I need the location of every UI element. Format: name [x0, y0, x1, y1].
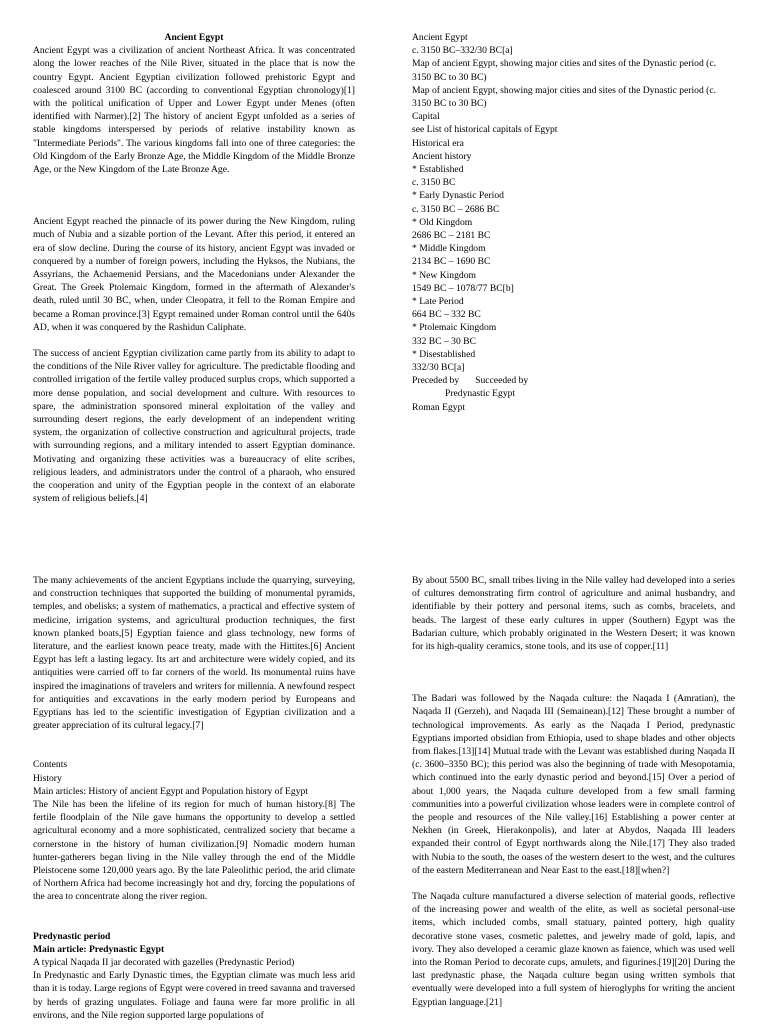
- success-paragraph: The success of ancient Egyptian civilization came partly from its ability to adapt to the conditions of the Nile River valley for agriculture. The predictable flooding and controlled irrigation of the fertile valley produced surplus crops, which supported a more dense population, and social development and culture. With resources to spare, the administration sponsored mineral exploitation of the valley and surrounding desert regions, the early development of an independent writing system, the organization of collective construction and agricultural projects, trade with surrounding regions, and a military intended to assert Egyptian dominance. Motivating and organizing these activities was a bureaucracy of elite scribes, religious leaders, and administrators under the control of a pharaoh, who ensured the cooperation and unity of the Egyptian people in the context of an elaborate system of religious beliefs.[4]: [33, 348, 355, 505]
- material-goods-paragraph: The Naqada culture manufactured a diverse selection of material goods, reflective of the increasing power and wealth of the elite, as well as societal personal-use items, which included combs, small statuary, painted pottery, high quality decorative stone vases, cosmetic palettes, and jewelry made of gold, lapis, and ivory. They also developed a ceramic glaze known as faience, which was used well into the Roman Period to decorate cups, amulets, and figurines.[19][20] During the last predynastic phase, the Naqada culture began using written symbols that eventually were developed into a full system of hieroglyphs for writing the ancient Egyptian language.[21]: [412, 891, 735, 1008]
- infobox-line: Ancient Egypt: [412, 32, 468, 43]
- infobox-line: * Ptolemaic Kingdom: [412, 322, 497, 334]
- infobox-line: Ancient history: [412, 150, 472, 162]
- new-kingdom-paragraph: Ancient Egypt reached the pinnacle of its power during the New Kingdom, ruling much of Nubia and a sizable portion of the Levant. After this period, it entered an era of slow decline. During the course of its history, ancient Egypt was invaded or conquered by a number of foreign powers, including the Hyksos, the Nubians, the Assyrians, the Achaemenid Persians, and the Macedonians under Alexander the Great. The Greek Ptolemaic Kingdom, formed in the aftermath of Alexander's death, ruled until 30 BC, when, under Cleopatra, it fell to the Roman Empire and became a Roman province.[3] Egypt remained under Roman control until the 640s AD, when it was conquered by the Rashidun Caliphate.: [33, 216, 355, 333]
- infobox-line: 664 BC – 332 BC: [412, 309, 481, 321]
- infobox-line: c. 3150 BC–332/30 BC[a]: [412, 45, 513, 57]
- succeeded-by-label: Succeeded by: [475, 375, 529, 387]
- climate-paragraph: In Predynastic and Early Dynastic times, the Egyptian climate was much less arid than it is today. Large regions of Egypt were covered in treed savanna and traversed by herds of grazing ungulates. Foliage and fauna were far more prolific in all environs, and the Nile region supported large populations of: [33, 970, 355, 1021]
- infobox-line: * Established: [412, 164, 464, 176]
- page2-left-column: [33, 574, 355, 1022]
- page2-right-column: [412, 574, 735, 1009]
- image-caption: A typical Naqada II jar decorated with gazelles (Predynastic Period): [33, 957, 295, 969]
- infobox-line: * Middle Kingdom: [412, 243, 486, 255]
- predecessor-state: Predynastic Egypt: [445, 388, 516, 400]
- infobox-line: Map of ancient Egypt, showing major cities and sites of the Dynastic period (c. 3150 BC to 30 BC): [412, 84, 716, 110]
- infobox-line: * Early Dynastic Period: [412, 190, 504, 202]
- main-articles-note: Main articles: History of ancient Egypt and Population history of Egypt: [33, 785, 308, 797]
- infobox-line: see List of historical capitals of Egypt: [412, 124, 558, 136]
- infobox-line: * Disestablished: [412, 348, 476, 360]
- infobox-line: * Late Period: [412, 296, 464, 308]
- infobox-line: * New Kingdom: [412, 269, 476, 281]
- predynastic-heading: Predynastic period: [33, 930, 111, 942]
- nile-paragraph: The Nile has been the lifeline of its region for much of human history.[8] The fertile floodplain of the Nile gave humans the opportunity to develop a settled agricultural economy and a more sophisticated, centralized society that became a cornerstone in the history of human civilization.[9] Nomadic modern human hunter-gatherers began living in the Nile valley through the end of the Middle Pleistocene some 120,000 years ago. By the late Paleolithic period, the arid climate of Northern Africa had become increasingly hot and dry, forcing the populations of the area to concentrate along the river region.: [33, 799, 355, 903]
- infobox-line: 2134 BC – 1690 BC: [412, 256, 491, 268]
- infobox-line: c. 3150 BC – 2686 BC: [412, 203, 500, 215]
- infobox-line: 332 BC – 30 BC: [412, 335, 476, 347]
- infobox-line: 332/30 BC[a]: [412, 362, 465, 374]
- infobox-line: * Old Kingdom: [412, 216, 473, 228]
- infobox-line: c. 3150 BC: [412, 177, 456, 189]
- succession-header: [412, 374, 735, 387]
- contents-heading: Contents: [33, 759, 68, 771]
- infobox-line: Historical era: [412, 137, 464, 149]
- main-article-note: Main article: Predynastic Egypt: [33, 943, 165, 955]
- infobox-line: Map of ancient Egypt, showing major cities and sites of the Dynastic period (c. 3150 BC to 30 BC): [412, 58, 716, 83]
- page-title: Ancient Egypt: [164, 32, 224, 43]
- infobox-line: Capital: [412, 111, 440, 123]
- naqada-paragraph: The Badari was followed by the Naqada culture: the Naqada I (Amratian), the Naqada II (Gerzeh), and Naqada III (Semainean).[12] These brought a number of technological improvements. As early as the Naqada I Period, predynastic Egyptians imported obsidian from Ethiopia, used to shape blades and other objects from flakes.[13][14] Mutual trade with the Levant was established during Naqada II (c. 3600–3350 BC); this period was also the beginning of trade with Mesopotamia, which continued into the early dynastic period and beyond.[15] Over a period of about 1,000 years, the Naqada culture developed from a few small farming communities into a powerful civilization whose leaders were in complete control of the people and resources of the Nile valley.[16] Establishing a power center at Nekhen (in Greek, Hierakonpolis), and later at Abydos, Naqada III leaders expanded their control of Egypt northwards along the Nile.[17] They also traded with Nubia to the south, the oases of the western desert to the west, and the cultures of the eastern Mediterranean and Near East to the east.[18][when?]: [412, 693, 735, 876]
- page1-left-column: [33, 31, 355, 506]
- infobox-column: [412, 31, 735, 414]
- successor-state: Roman Egypt: [412, 401, 466, 413]
- preceded-by-label: Preceded by: [412, 375, 460, 387]
- history-heading: History: [33, 772, 62, 784]
- infobox-line: 2686 BC – 2181 BC: [412, 230, 491, 242]
- infobox-line: 1549 BC – 1078/77 BC[b]: [412, 282, 514, 294]
- intro-paragraph: Ancient Egypt was a civilization of ancient Northeast Africa. It was concentrated along the lower reaches of the Nile River, situated in the place that is now the country Egypt. Ancient Egyptian civilization followed prehistoric Egypt and coalesced around 3100 BC (according to conventional Egyptian chronology)[1] with the political unification of Upper and Lower Egypt under Menes (often identified with Narmer).[2] The history of ancient Egypt unfolded as a series of stable kingdoms interspersed by periods of relative instability known as "Intermediate Periods". The various kingdoms fall into one of three categories: the Old Kingdom of the Early Bronze Age, the Middle Kingdom of the Middle Bronze Age, or the New Kingdom of the Late Bronze Age.: [33, 45, 355, 176]
- achievements-paragraph: The many achievements of the ancient Egyptians include the quarrying, surveying, and construction techniques that supported the building of monumental pyramids, temples, and obelisks; a system of mathematics, a practical and effective system of medicine, irrigation systems, and agricultural production techniques, the first known planked boats,[5] Egyptian faience and glass technology, new forms of literature, and the earliest known peace treaty, made with the Hittites.[6] Ancient Egypt has left a lasting legacy. Its art and architecture were widely copied, and its antiquities were carried off to far corners of the world. Its monumental ruins have inspired the imaginations of travelers and writers for millennia. A newfound respect for antiquities and excavations in the early modern period by Europeans and Egyptians has led to the scientific investigation of Egyptian civilization and a greater appreciation of its cultural legacy.[7]: [33, 575, 355, 732]
- tribes-paragraph: By about 5500 BC, small tribes living in the Nile valley had developed into a series of cultures demonstrating firm control of agriculture and animal husbandry, and identifiable by their pottery and personal items, such as combs, bracelets, and beads. The largest of these early cultures in upper (Southern) Egypt was the Badarian culture, which probably originated in the Western Desert; it was known for its high-quality ceramics, stone tools, and its use of copper.[11]: [412, 575, 735, 653]
